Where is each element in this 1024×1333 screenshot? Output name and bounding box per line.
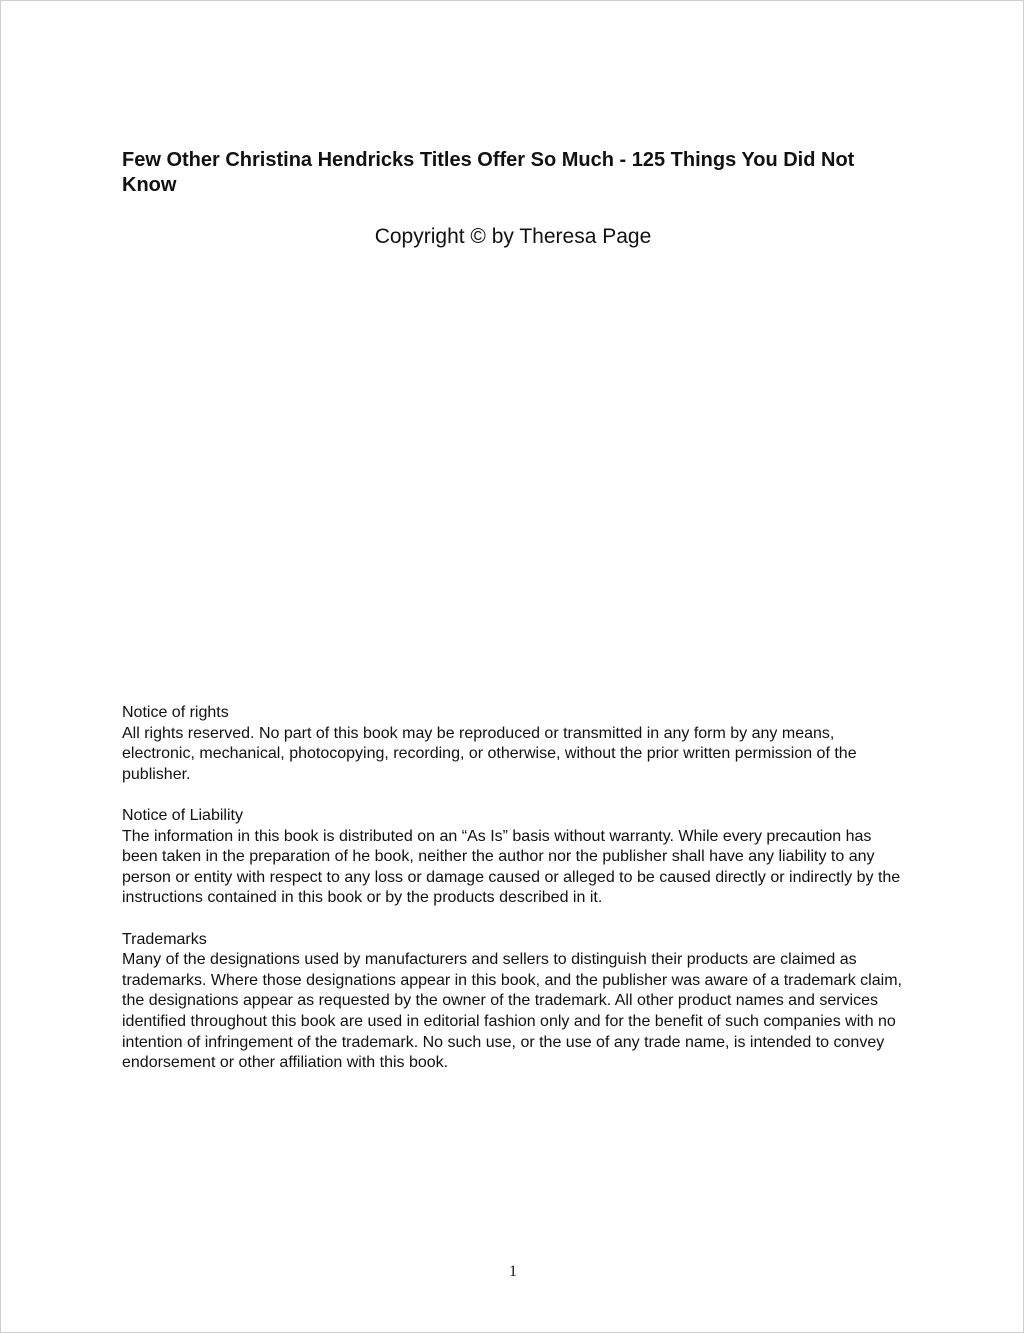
copyright-line: Copyright © by Theresa Page (374, 225, 652, 248)
notice-of-rights-section (122, 703, 907, 785)
notice-of-liability-section (122, 806, 907, 909)
section-body: All rights reserved. No part of this book may be reproduced or transmitted in any form by any means, electronic, mechanical, photocopying, recording, or otherwise, without the prior written permission of the publisher. (122, 724, 857, 783)
page-number: 1 (509, 1263, 517, 1280)
section-body: Many of the designations used by manufacturers and sellers to distinguish their products are claimed as trademarks. Where those designations appear in this book, and the publisher was aware of a trademark claim, the designations appear as requested by the owner of the trademark. All other product names and services identified throughout this book are used in editorial fashion only and for the benefit of such companies with no intention of infringement of the trademark. No such use, or the use of any trade name, is intended to convey endorsement or other affiliation with this book. (122, 951, 902, 1072)
trademarks-section (122, 930, 907, 1074)
legal-notices (122, 703, 907, 1094)
section-heading: Notice of Liability (122, 806, 243, 824)
section-heading: Notice of rights (122, 704, 229, 721)
section-heading: Trademarks (122, 930, 207, 948)
book-title: Few Other Christina Hendricks Titles Offer So Much - 125 Things You Did Not Know (122, 149, 855, 196)
section-body: The information in this book is distributed on an “As Is” basis without warranty. While every precaution has been taken in the preparation of he book, neither the author nor the publisher shall have any liability to any person or entity with respect to any loss or damage caused or alleged to be caused directly or indirectly by the instructions contained in this book or by the products described in it. (122, 827, 901, 907)
